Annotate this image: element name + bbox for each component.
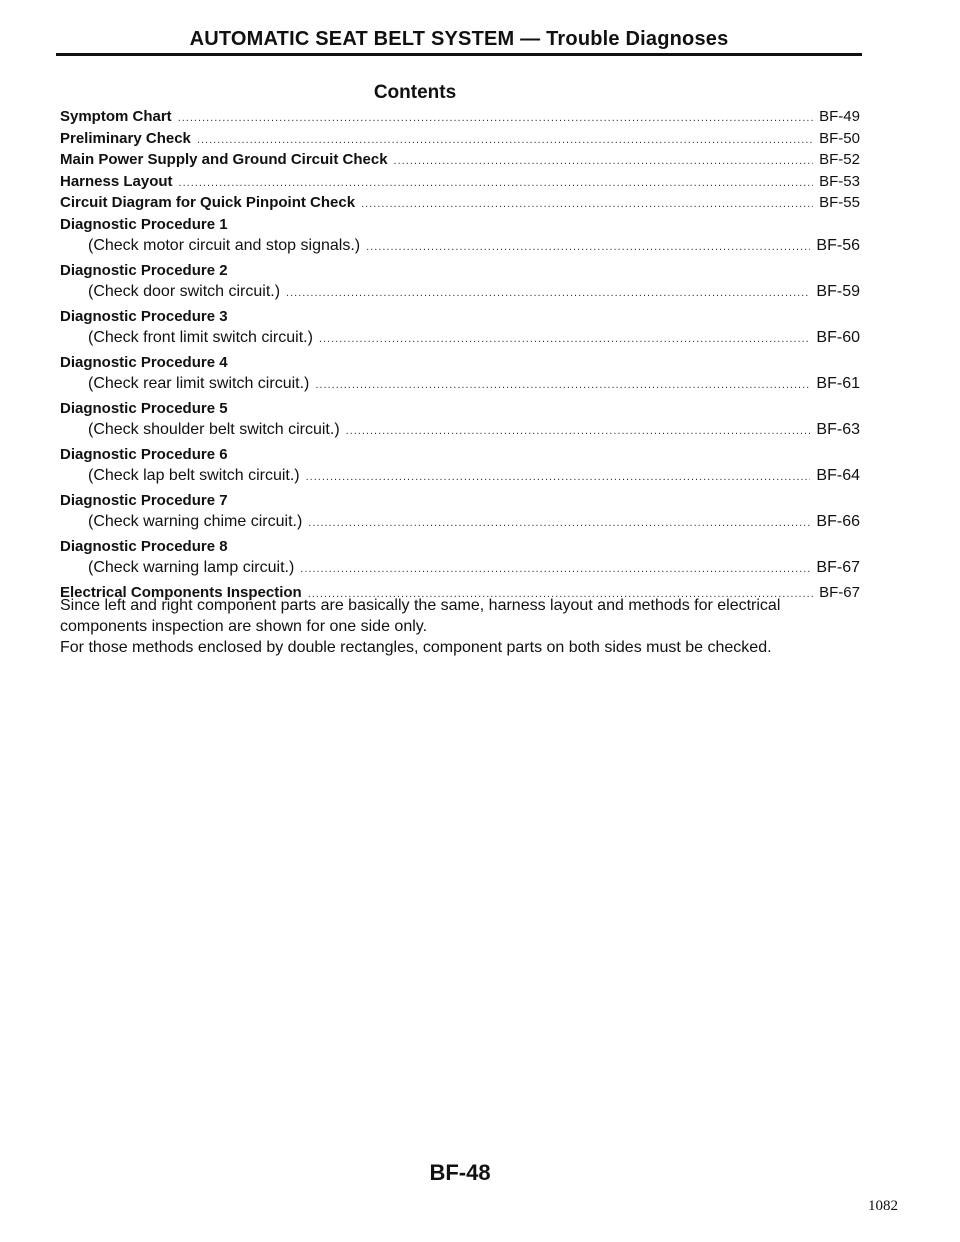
table-of-contents [60,108,860,605]
toc-leader-dots [286,287,810,299]
toc-leader-dots [179,177,814,189]
toc-leader-dots [197,134,813,146]
toc-entry[interactable] [60,194,860,216]
toc-leader-dots [178,112,813,124]
toc-entry[interactable] [60,467,860,490]
toc-entry-label: (Check rear limit switch circuit.) [88,375,310,392]
toc-entry-label: Circuit Diagram for Quick Pinpoint Check [60,194,356,211]
toc-leader-dots [308,517,810,529]
side-note [60,595,860,658]
toc-entry-label: (Check motor circuit and stop signals.) [88,237,361,254]
toc-leader-dots [319,333,811,345]
header-rule [56,53,862,56]
toc-section-heading: Diagnostic Procedure 2 [60,261,228,279]
toc-entry-page: BF-53 [819,172,860,190]
toc-entry[interactable] [60,130,860,152]
toc-entry-page: BF-55 [819,194,860,211]
contents-title: Contents [373,82,457,103]
toc-entry[interactable] [60,421,860,444]
toc-section-heading: Diagnostic Procedure 4 [60,353,228,371]
toc-leader-dots [346,425,811,437]
toc-entry-page: BF-60 [816,329,860,346]
toc-entry-label: Electrical Components Inspection [60,583,302,601]
toc-entry-page: BF-67 [819,583,860,601]
toc-entry-label: Main Power Supply and Ground Circuit Check [60,151,388,168]
side-note-line: components inspection are shown for one side only. [60,618,428,635]
page-label: BF-48 [429,1160,491,1185]
toc-entry[interactable] [60,559,860,582]
toc-leader-dots [300,563,810,575]
toc-section-heading: Diagnostic Procedure 3 [60,307,228,325]
toc-entry[interactable] [60,283,860,306]
toc-entry[interactable] [60,237,860,260]
toc-entry-label: (Check warning chime circuit.) [88,513,303,530]
toc-leader-dots [361,198,813,210]
toc-entry-label: (Check shoulder belt switch circuit.) [88,421,340,438]
toc-entry-page: BF-49 [819,108,860,125]
toc-entry[interactable] [60,151,860,173]
toc-entry[interactable] [60,513,860,536]
toc-entry-page: BF-66 [816,513,860,530]
side-note-line: For those methods enclosed by double rectangles, component parts on both sides must be checked. [60,639,772,656]
toc-section-heading: Diagnostic Procedure 7 [60,491,228,509]
toc-entry-page: BF-67 [816,559,860,576]
toc-section-heading: Diagnostic Procedure 6 [60,445,228,463]
toc-entry-page: BF-61 [816,375,860,392]
toc-entry[interactable] [60,108,860,130]
toc-section-heading: Diagnostic Procedure 5 [60,399,228,417]
toc-leader-dots [306,471,811,483]
toc-leader-dots [394,155,814,167]
page-header-title: AUTOMATIC SEAT BELT SYSTEM — Trouble Diagnoses [189,28,729,50]
toc-entry-label: Preliminary Check [60,129,191,147]
toc-entry-page: BF-59 [816,283,860,300]
toc-entry-label: (Check door switch circuit.) [88,283,281,300]
toc-entry-page: BF-52 [819,151,860,168]
toc-section-heading: Diagnostic Procedure 8 [60,537,228,555]
toc-entry[interactable] [60,375,860,398]
side-note-line: Since left and right component parts are basically the same, harness layout and methods for electrical [60,597,781,614]
toc-entry-page: BF-50 [819,129,860,147]
sheet-number: 1082 [868,1198,898,1214]
toc-entry-page: BF-56 [816,237,860,254]
toc-entry-label: Harness Layout [60,172,173,190]
toc-entry-label: Symptom Chart [60,108,172,125]
toc-leader-dots [366,241,810,253]
toc-entry-page: BF-64 [816,467,860,484]
toc-entry[interactable] [60,173,860,195]
toc-entry[interactable] [60,329,860,352]
toc-entry-label: (Check front limit switch circuit.) [88,329,313,346]
toc-entry-label: (Check lap belt switch circuit.) [88,467,300,484]
toc-section-heading: Diagnostic Procedure 1 [60,215,228,233]
toc-leader-dots [315,379,810,391]
toc-entry-label: (Check warning lamp circuit.) [88,559,295,576]
toc-entry-page: BF-63 [816,421,860,438]
